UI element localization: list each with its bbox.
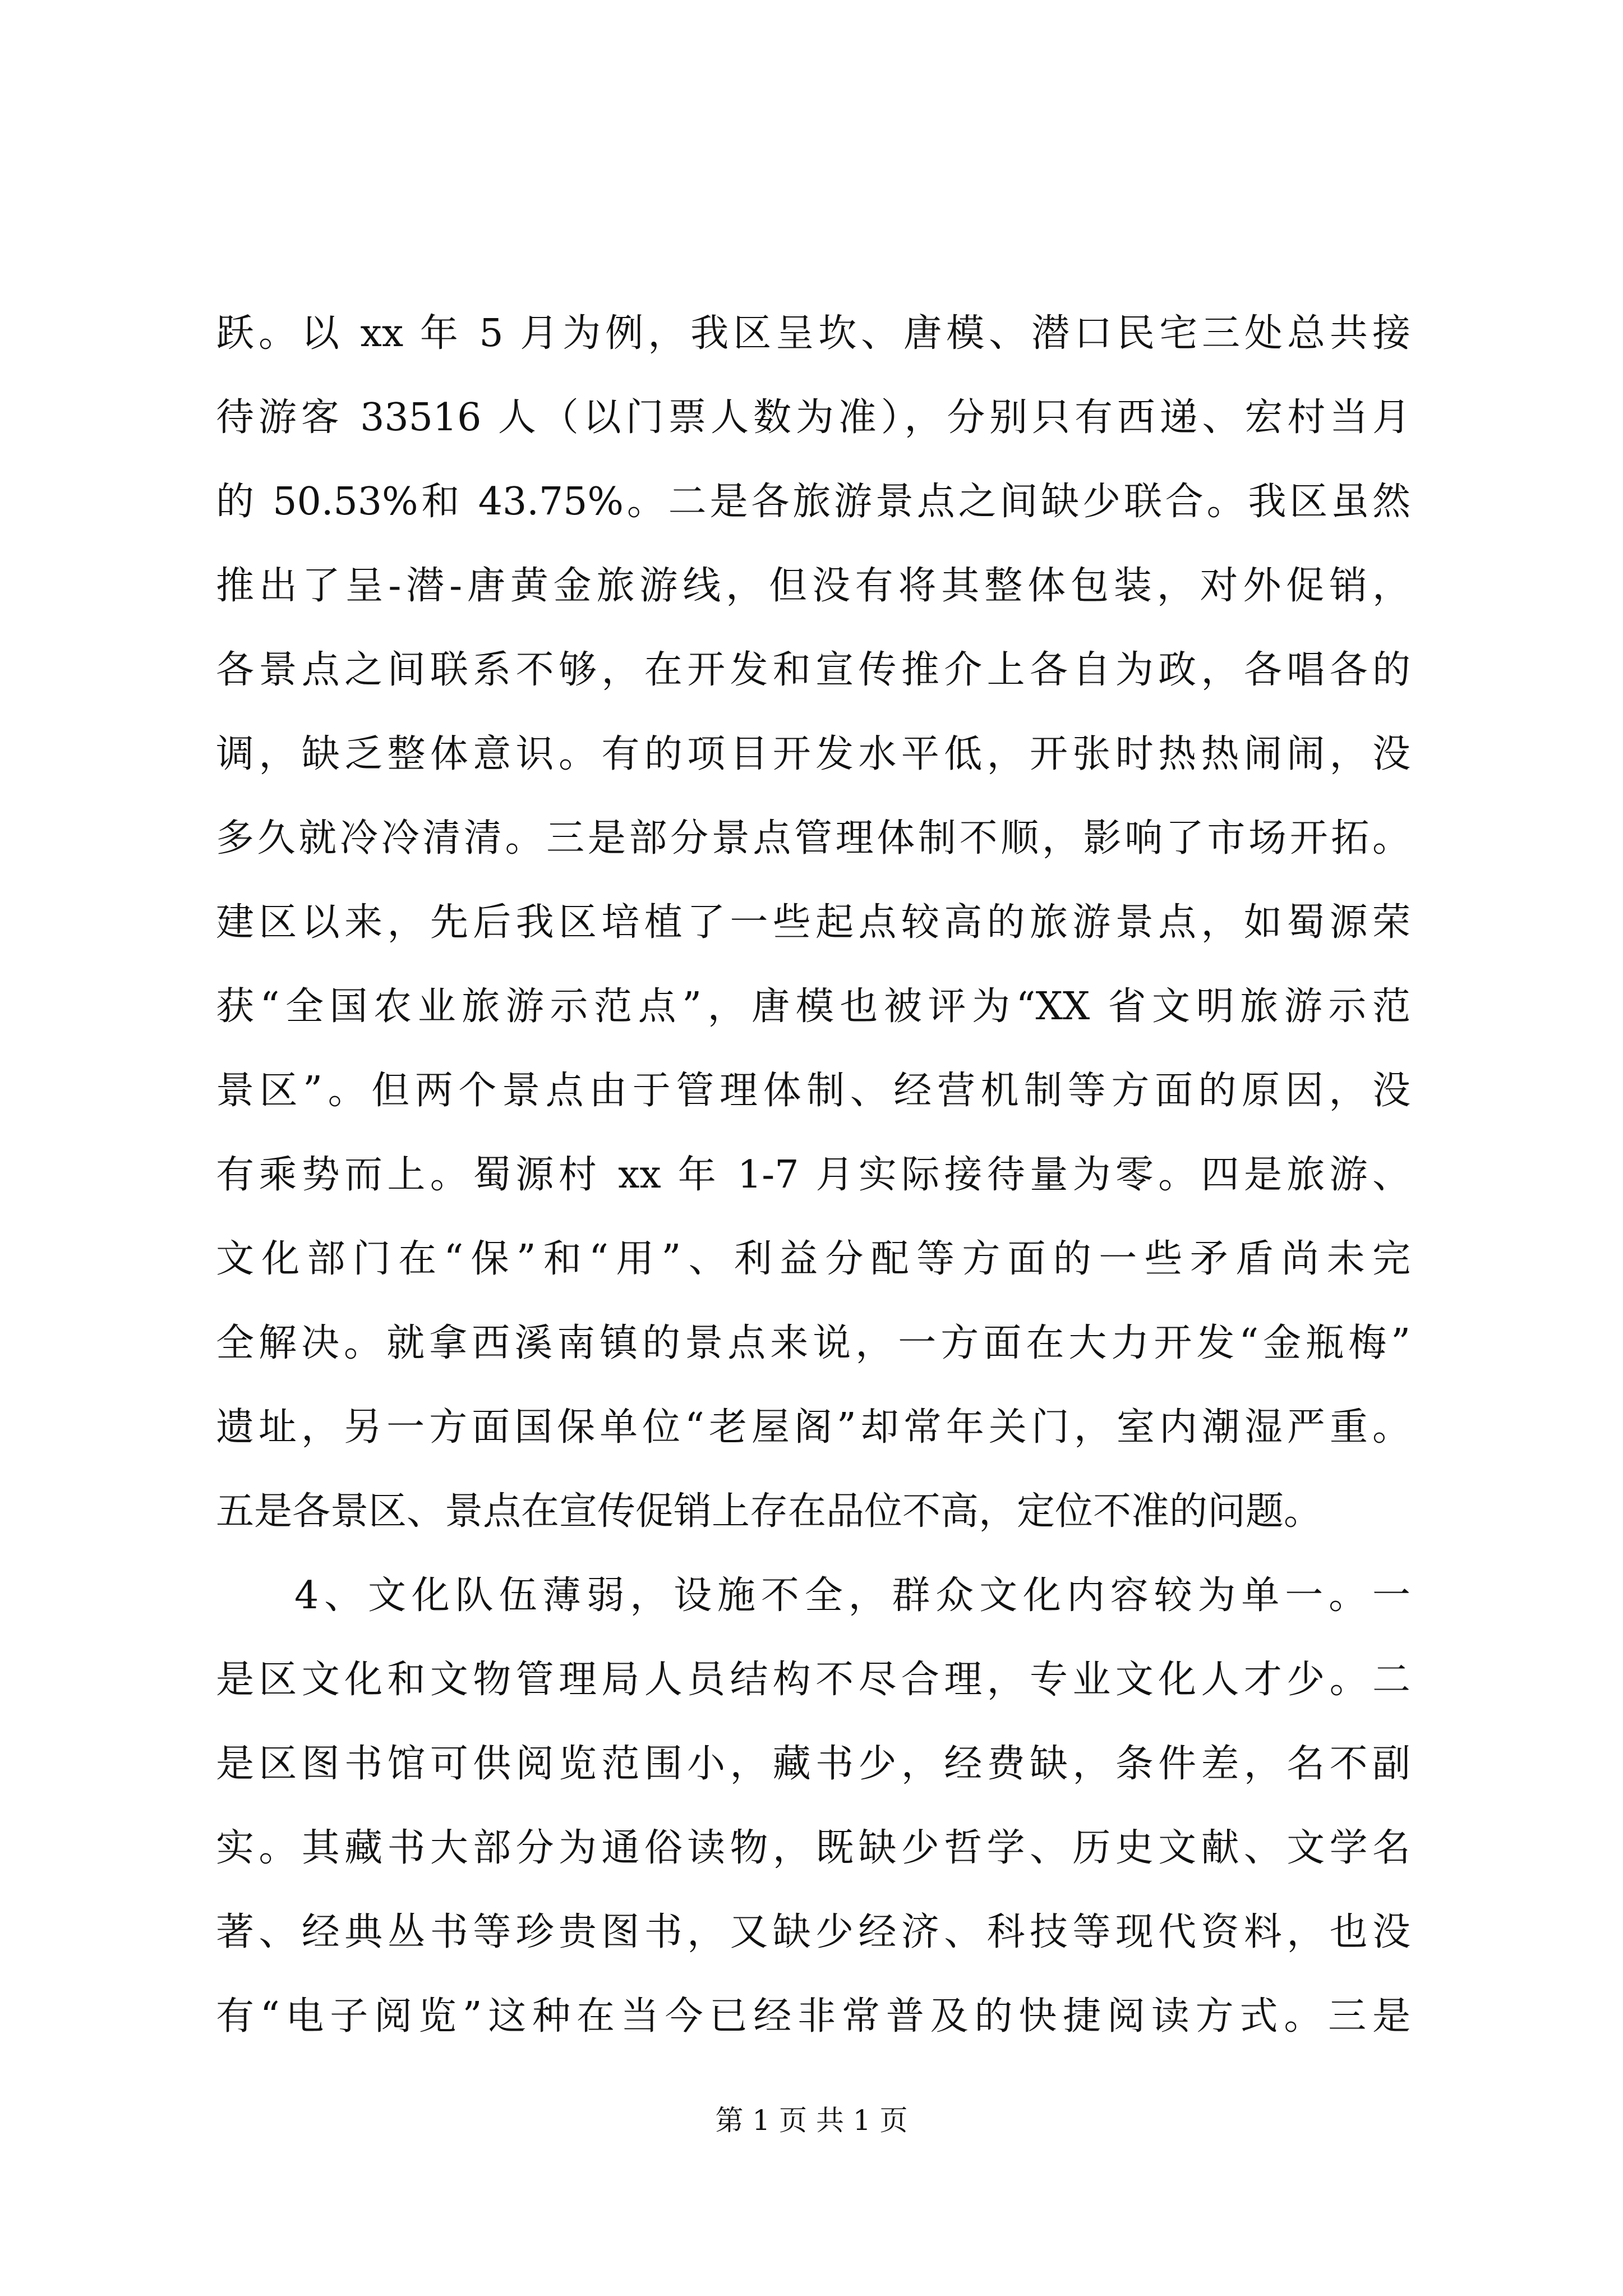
text-line: 获“全国农业旅游示范点”，唐模也被评为“XX 省文明旅游示范 bbox=[216, 984, 1410, 1029]
text-line: 调，缺乏整体意识。有的项目开发水平低，开张时热热闹闹，没 bbox=[216, 732, 1410, 776]
document-body bbox=[216, 292, 1410, 2059]
text-line: 推出了呈-潜-唐黄金旅游线，但没有将其整体包装，对外促销， bbox=[216, 564, 1410, 608]
text-line: 的 50.53%和 43.75%。二是各旅游景点之间缺少联合。我区虽然 bbox=[216, 480, 1410, 524]
text-line: 实。其藏书大部分为通俗读物，既缺少哲学、历史文献、文学名 bbox=[216, 1826, 1410, 1870]
text-line: 各景点之间联系不够，在开发和宣传推介上各自为政，各唱各的 bbox=[216, 648, 1410, 692]
text-line: 遗址，另一方面国保单位“老屋阁”却常年关门，室内潮湿严重。 bbox=[216, 1405, 1410, 1450]
text-line: 文化部门在“保”和“用”、利益分配等方面的一些矛盾尚未完 bbox=[216, 1237, 1410, 1281]
text-line: 景区”。但两个景点由于管理体制、经营机制等方面的原因，没 bbox=[216, 1069, 1410, 1113]
text-line: 待游客 33516 人（以门票人数为准），分别只有西递、宏村当月 bbox=[216, 395, 1410, 440]
text-line: 有“电子阅览”这种在当今已经非常普及的快捷阅读方式。三是 bbox=[216, 1994, 1410, 2039]
text-line: 全解决。就拿西溪南镇的景点来说，一方面在大力开发“金瓶梅” bbox=[216, 1321, 1410, 1365]
text-line: 是区图书馆可供阅览范围小，藏书少，经费缺，条件差，名不副 bbox=[216, 1742, 1410, 1786]
text-line: 多久就冷冷清清。三是部分景点管理体制不顺，影响了市场开拓。 bbox=[216, 816, 1410, 861]
text-line: 跃。以 xx 年 5 月为例，我区呈坎、唐模、潜口民宅三处总共接 bbox=[216, 311, 1410, 356]
text-line: 建区以来，先后我区培植了一些起点较高的旅游景点，如蜀源荣 bbox=[216, 900, 1410, 945]
text-line: 是区文化和文物管理局人员结构不尽合理，专业文化人才少。二 bbox=[216, 1658, 1410, 1702]
page-footer: 第 1 页 共 1 页 bbox=[715, 2104, 908, 2137]
text-line: 4、文化队伍薄弱，设施不全，群众文化内容较为单一。一 bbox=[294, 1573, 1410, 1618]
text-line: 有乘势而上。蜀源村 xx 年 1-7 月实际接待量为零。四是旅游、 bbox=[216, 1153, 1410, 1197]
text-line: 五是各景区、景点在宣传促销上存在品位不高，定位不准的问题。 bbox=[216, 1489, 1322, 1534]
text-line: 著、经典丛书等珍贵图书，又缺少经济、科技等现代资料，也没 bbox=[216, 1910, 1410, 1954]
